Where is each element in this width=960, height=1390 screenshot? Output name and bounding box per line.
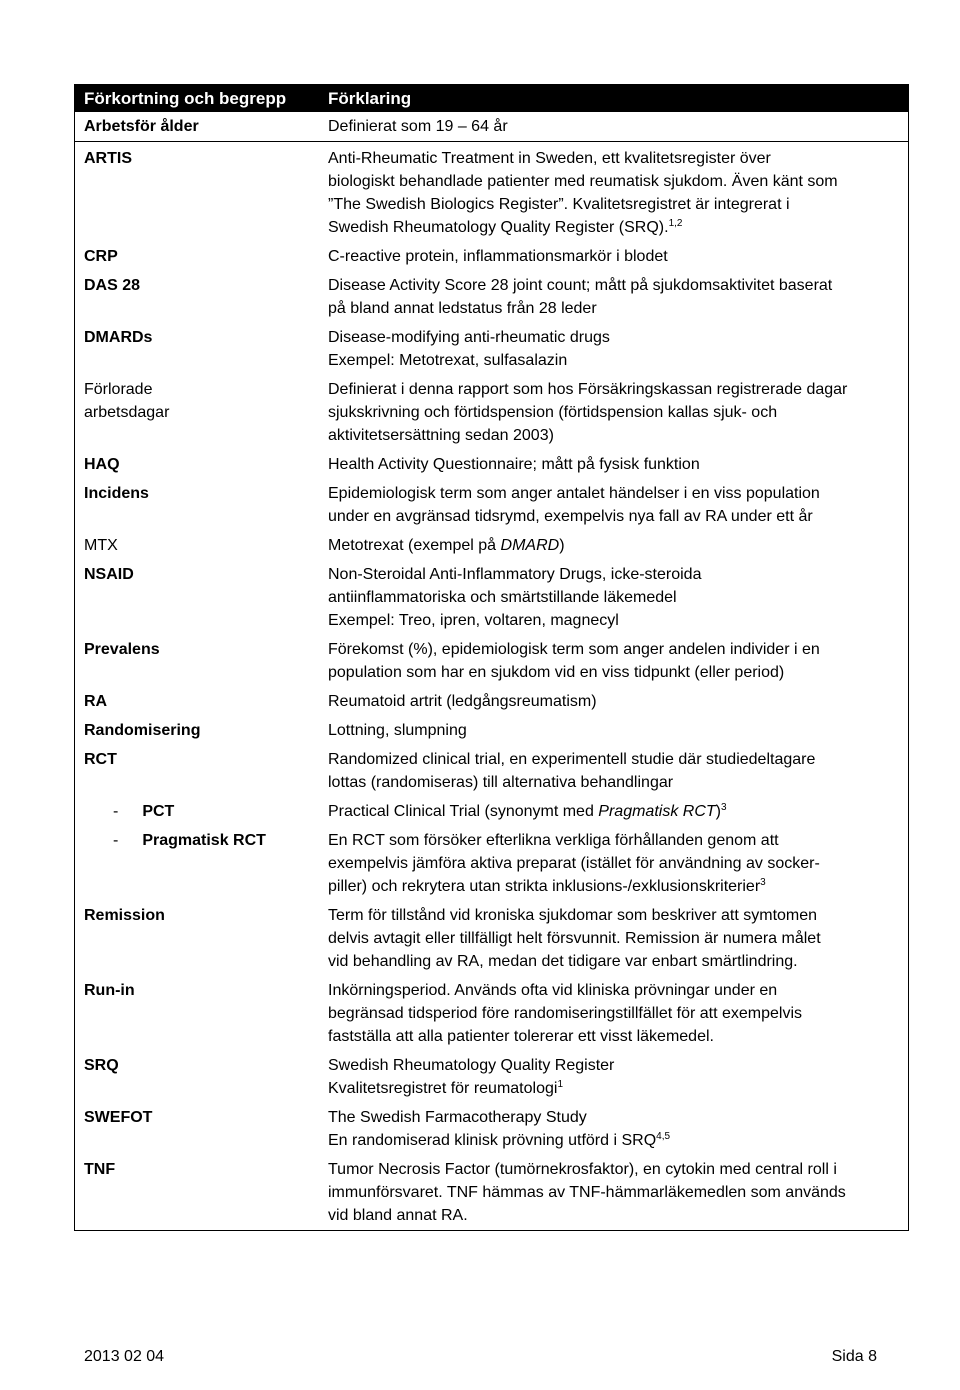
explanation-italic: DMARD [500, 537, 560, 554]
table-row [75, 826, 908, 901]
term-cell: SWEFOT [84, 1109, 153, 1126]
explanation-line: vid bland annat RA. [328, 1207, 468, 1224]
table-row [75, 635, 908, 687]
explanation-text: Practical Clinical Trial (synonymt med [328, 803, 599, 820]
explanation-line: Epidemiologisk term som anger antalet händelser i en viss population [328, 485, 820, 502]
explanation-text: ) [559, 537, 565, 554]
table-row [75, 144, 908, 242]
table-row [75, 479, 908, 531]
table-row [75, 112, 908, 141]
term-line: Förlorade [84, 381, 153, 398]
explanation-line: på bland annat ledstatus från 28 leder [328, 300, 597, 317]
explanation-cell [319, 563, 908, 632]
footnote-ref: 1 [557, 1079, 563, 1090]
header-term: Förkortning och begrepp [84, 88, 287, 108]
explanation-line: C-reactive protein, inflammationsmarkör i blodet [328, 248, 668, 265]
footnote-ref: 3 [720, 802, 727, 813]
explanation-line: Tumor Necrosis Factor (tumörnekrosfaktor), en cytokin med central roll i [328, 1161, 837, 1178]
explanation-line: Health Activity Questionnaire; mått på fysisk funktion [328, 456, 700, 473]
explanation-line: aktivitetsersättning sedan 2003) [328, 427, 554, 444]
table-row [75, 901, 908, 976]
term-cell: Remission [84, 907, 165, 924]
table-row [75, 716, 908, 745]
explanation-cell [319, 719, 908, 742]
table-row [75, 560, 908, 635]
explanation-cell [319, 1158, 908, 1227]
table-row [75, 687, 908, 716]
term-cell: DMARDs [84, 329, 153, 346]
explanation-text: ) [715, 803, 721, 820]
explanation-line: Non-Steroidal Anti-Inflammatory Drugs, icke-steroida [328, 566, 702, 583]
explanation-cell [319, 1106, 908, 1152]
glossary-table [74, 84, 909, 1231]
term-cell: Prevalens [84, 641, 160, 658]
explanation-line: antiinflammatoriska och smärtstillande läkemedel [328, 589, 677, 606]
term-cell: Run-in [84, 982, 135, 999]
explanation-line: ”The Swedish Biologics Register”. Kvalitetsregistret är integrerat i [328, 196, 790, 213]
explanation-cell [319, 482, 908, 528]
explanation-text: piller) och rekrytera utan strikta inklusions-/exklusionskriterier [328, 878, 761, 895]
explanation-line [328, 534, 898, 557]
explanation-line: En RCT som försöker efterlikna verkliga förhållanden genom att [328, 832, 779, 849]
explanation-line: Definierat i denna rapport som hos Försäkringskassan registrerade dagar [328, 381, 848, 398]
explanation-line [328, 800, 898, 823]
explanation-line: population som har en sjukdom vid en viss tidpunkt (eller period) [328, 664, 785, 681]
table-row [75, 1051, 908, 1103]
explanation-cell [319, 326, 908, 372]
explanation-line: The Swedish Farmacotherapy Study [328, 1109, 587, 1126]
footer-date: 2013 02 04 [84, 1348, 165, 1365]
explanation-line [328, 1129, 898, 1152]
explanation-cell [319, 534, 908, 557]
term-cell: RCT [84, 751, 117, 768]
explanation-text: En randomiserad klinisk prövning utförd i SRQ [328, 1132, 657, 1149]
explanation-cell [319, 245, 908, 268]
explanation-cell [319, 147, 908, 239]
table-row [75, 375, 908, 450]
table-row [75, 1155, 908, 1230]
explanation-line: Term för tillstånd vid kroniska sjukdomar som beskriver att symtomen [328, 907, 818, 924]
table-row [75, 531, 908, 560]
term-cell: CRP [84, 248, 118, 265]
term-cell: - Pragmatisk RCT [75, 829, 319, 898]
table-row [75, 976, 908, 1051]
explanation-line: immunförsvaret. TNF hämmas av TNF-hämmarläkemedlen som används [328, 1184, 846, 1201]
table-row [75, 323, 908, 375]
term-cell [75, 378, 319, 447]
term-cell: Incidens [84, 485, 149, 502]
table-row [75, 450, 908, 479]
term-cell: ARTIS [84, 150, 132, 167]
page-footer [84, 1348, 877, 1366]
explanation-text: Kvalitetsregistret för reumatologi [328, 1080, 558, 1097]
explanation-line: Definierat som 19 – 64 år [328, 118, 508, 135]
explanation-cell [319, 979, 908, 1048]
explanation-cell [319, 800, 908, 823]
footnote-ref: 4,5 [656, 1131, 671, 1142]
explanation-cell [319, 904, 908, 973]
footnote-ref: 3 [760, 877, 766, 888]
explanation-line: delvis avtagit eller tillfälligt helt försvunnit. Remission är numera målet [328, 930, 821, 947]
explanation-line: sjukskrivning och förtidspension (förtidspension kallas sjuk- och [328, 404, 778, 421]
explanation-line [328, 875, 898, 898]
term-cell: MTX [84, 537, 118, 554]
explanation-line: Anti-Rheumatic Treatment in Sweden, ett kvalitetsregister över [328, 150, 771, 167]
term-cell: SRQ [84, 1057, 119, 1074]
explanation-line: vid behandling av RA, medan det tidigare var enbart smärtlindring. [328, 953, 798, 970]
explanation-line: fastställa att alla patienter tolererar ett visst läkemedel. [328, 1028, 714, 1045]
term-line: arbetsdagar [84, 404, 170, 421]
explanation-cell [319, 748, 908, 794]
explanation-line: Swedish Rheumatology Quality Register [328, 1057, 615, 1074]
table-row [75, 271, 908, 323]
header-explanation: Förklaring [328, 88, 412, 108]
explanation-line: biologiskt behandlade patienter med reumatisk sjukdom. Även känt som [328, 173, 838, 190]
explanation-cell [319, 1054, 908, 1100]
explanation-line [328, 1077, 898, 1100]
table-header [75, 85, 908, 112]
explanation-line: Disease-modifying anti-rheumatic drugs [328, 329, 610, 346]
explanation-cell [319, 638, 908, 684]
table-row [75, 745, 908, 797]
explanation-cell [319, 378, 908, 447]
explanation-line: Reumatoid artrit (ledgångsreumatism) [328, 693, 597, 710]
explanation-line: exempelvis jämföra aktiva preparat (istället för användning av socker- [328, 855, 820, 872]
footer-page-number: Sida 8 [831, 1348, 877, 1365]
term-cell: TNF [84, 1161, 116, 1178]
explanation-text: Swedish Rheumatology Quality Register (SRQ). [328, 219, 669, 236]
explanation-cell [319, 829, 908, 898]
explanation-line: Exempel: Treo, ipren, voltaren, magnecyl [328, 612, 619, 629]
term-cell: NSAID [84, 566, 134, 583]
explanation-cell [319, 453, 908, 476]
footnote-ref: 1,2 [668, 218, 683, 229]
explanation-line: Inkörningsperiod. Används ofta vid kliniska prövningar under en [328, 982, 778, 999]
table-row [75, 1103, 908, 1155]
explanation-cell [319, 690, 908, 713]
explanation-text: Metotrexat (exempel på [328, 537, 501, 554]
explanation-line: under en avgränsad tidsrymd, exempelvis nya fall av RA under ett år [328, 508, 813, 525]
explanation-line: Förekomst (%), epidemiologisk term som anger andelen individer i en [328, 641, 820, 658]
explanation-line [328, 216, 898, 239]
explanation-cell [319, 115, 908, 138]
explanation-italic: Pragmatisk RCT [598, 803, 716, 820]
term-cell: - PCT [75, 800, 319, 823]
explanation-line: Randomized clinical trial, en experimentell studie där studiedeltagare [328, 751, 816, 768]
explanation-cell [319, 274, 908, 320]
term-cell: Arbetsför ålder [84, 118, 199, 135]
explanation-line: Lottning, slumpning [328, 722, 467, 739]
explanation-line: Exempel: Metotrexat, sulfasalazin [328, 352, 568, 369]
explanation-line: Disease Activity Score 28 joint count; mått på sjukdomsaktivitet baserat [328, 277, 833, 294]
table-row [75, 242, 908, 271]
term-cell: Randomisering [84, 722, 201, 739]
table-row [75, 797, 908, 826]
explanation-line: lottas (randomiseras) till alternativa behandlingar [328, 774, 674, 791]
explanation-line: begränsad tidsperiod före randomiseringstillfället för att exempelvis [328, 1005, 803, 1022]
term-cell: HAQ [84, 456, 120, 473]
term-cell: DAS 28 [84, 277, 141, 294]
row-divider [75, 141, 908, 142]
term-cell: RA [84, 693, 108, 710]
